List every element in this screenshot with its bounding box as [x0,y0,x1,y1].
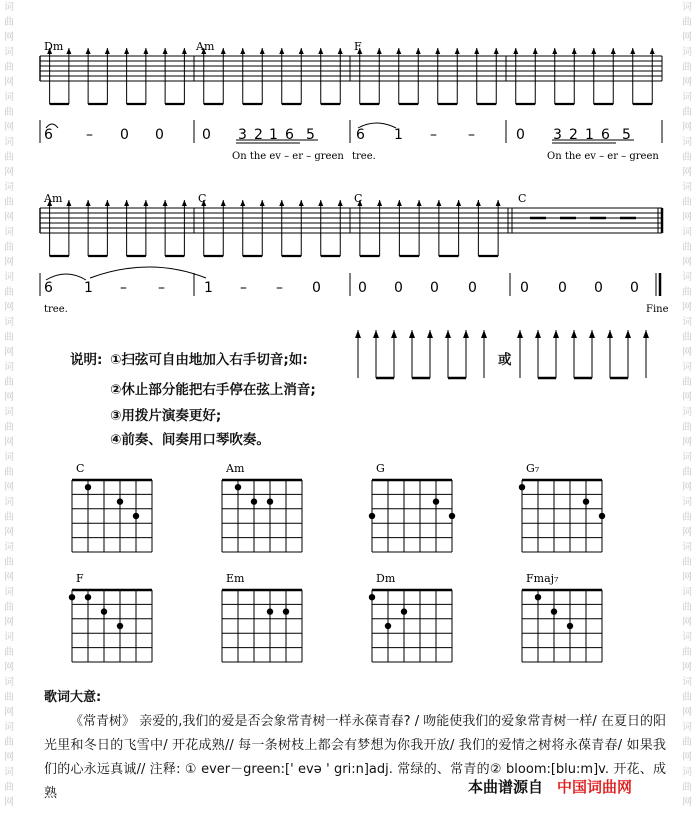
notes-label: 说明: [70,352,103,368]
strum-arrow [517,330,523,338]
watermark-char: 词 [4,317,14,328]
watermark-char: 曲 [682,287,692,298]
watermark-char: 网 [4,707,14,718]
finger-dot [567,623,573,629]
finger-dot [535,594,541,600]
jianpu-note: 1 [394,127,403,143]
jianpu-note: 3 [553,127,562,143]
chord-diagram [72,462,152,552]
watermark-char: 词 [4,92,14,103]
strum-arrow [105,48,110,54]
strum-arrow [299,200,304,206]
lyric-text: tree. [352,151,376,162]
chord-name: Dm [44,40,64,53]
chord-diagram [69,572,152,662]
strum-arrow [456,200,461,206]
finger-dot [85,594,91,600]
finger-dot [251,498,257,504]
strum-arrow [221,48,226,54]
row2-jianpu [44,280,639,296]
strum-arrow [650,48,655,54]
finger-dot [117,498,123,504]
strum-arrow [260,48,265,54]
watermark-char: 网 [682,122,692,133]
strum-arrow [318,48,323,54]
watermark-char: 词 [4,182,14,193]
strum-arrow [416,48,421,54]
strum-arrow [377,200,382,206]
strum-arrow [124,48,129,54]
watermark-char: 曲 [4,242,14,253]
watermark-char: 词 [4,587,14,598]
chord-diagrams [69,462,605,662]
watermark-char: 词 [682,767,692,778]
watermark-char: 曲 [682,332,692,343]
notes-or: 或 [498,352,512,368]
watermark-char: 曲 [4,737,14,748]
source-prefix: 本曲谱源自 [468,778,544,796]
watermark-char: 词 [4,677,14,688]
jianpu-note: 5 [306,127,315,143]
watermark-char: 曲 [682,242,692,253]
chord-diagram [369,462,455,552]
strum-arrow [299,48,304,54]
jianpu-note: 1 [84,280,93,296]
strum-arrow [435,48,440,54]
chord-diagram-name: Am [226,462,245,475]
watermark-char: 曲 [4,692,14,703]
watermark-char: 曲 [682,692,692,703]
chord-diagram [519,462,605,552]
strum-arrow [240,48,245,54]
strum-arrow [182,200,187,206]
watermark-char: 网 [4,482,14,493]
watermark-char: 词 [4,47,14,58]
strum-pattern-example-1 [355,330,487,378]
strum-arrow [611,48,616,54]
watermark-char: 词 [682,407,692,418]
jianpu-note: 0 [202,127,211,143]
watermark-char: 曲 [682,197,692,208]
watermark-char: 曲 [682,152,692,163]
watermark-char: 曲 [682,17,692,28]
jianpu-note: – [120,280,127,296]
jianpu-note: 0 [558,280,567,296]
strum-arrow [221,200,226,206]
strum-arrow [163,200,168,206]
finger-dot [85,484,91,490]
watermark-char: 曲 [4,197,14,208]
strum-arrow [476,200,481,206]
lyric-text: On the ev – er – green [232,151,344,162]
watermark-char: 曲 [682,422,692,433]
watermark-char: 网 [682,77,692,88]
finger-dot [551,608,557,614]
jianpu-note: 1 [204,280,213,296]
watermark-char: 曲 [4,107,14,118]
strum-pattern-example-2 [517,330,649,378]
watermark-char: 曲 [4,602,14,613]
strum-arrow [86,48,91,54]
watermark-char: 网 [4,392,14,403]
watermark-char: 曲 [4,557,14,568]
chord-diagram [222,462,302,552]
watermark-char: 曲 [4,287,14,298]
finger-dot [369,513,375,519]
watermark-char: 词 [682,722,692,733]
source-credit [468,776,632,797]
row2-staff [40,208,662,233]
strum-arrow [474,48,479,54]
strum-arrow [86,200,91,206]
watermark-char: 网 [4,527,14,538]
finger-dot [267,498,273,504]
strum-arrow [182,48,187,54]
chord-diagram-name: Dm [376,572,396,585]
chord-diagram [222,572,302,662]
watermark-char: 词 [4,407,14,418]
strum-arrow [240,200,245,206]
strum-arrow [427,330,433,338]
chord-name: Am [196,40,215,53]
jianpu-note: – [430,127,437,143]
strum-arrow [143,200,148,206]
jianpu-note: 0 [516,127,525,143]
jianpu-note: 1 [269,127,278,143]
watermark-char: 网 [682,437,692,448]
strum-arrow [397,200,402,206]
jianpu-note: 0 [394,280,403,296]
jianpu-note: 3 [238,127,247,143]
jianpu-note: 0 [358,280,367,296]
watermark-char: 词 [682,47,692,58]
jianpu-note: 2 [569,127,578,143]
watermark-char: 词 [4,722,14,733]
jianpu-note: 6 [44,280,53,296]
watermark-char: 网 [682,527,692,538]
strum-arrow [513,48,518,54]
strum-arrow [591,48,596,54]
strum-arrow [630,48,635,54]
strum-arrow [124,200,129,206]
watermark-char: 网 [682,617,692,628]
strum-arrow [481,330,487,338]
watermark-char: 曲 [682,782,692,793]
watermark-char: 网 [4,797,14,808]
finger-dot [283,608,289,614]
watermark-char: 网 [4,662,14,673]
strum-arrow [338,200,343,206]
strum-arrow [533,48,538,54]
finger-dot [449,513,455,519]
finger-dot [385,623,391,629]
note-2: ②休止部分能把右手停在弦上消音; [110,382,316,398]
jianpu-note: 0 [120,127,129,143]
watermark-char: 曲 [4,17,14,28]
row1-lyrics [232,151,659,162]
strum-arrow [455,48,460,54]
watermark-char: 网 [4,212,14,223]
strum-arrow [260,200,265,206]
watermark-char: 曲 [682,602,692,613]
watermark-char: 曲 [4,422,14,433]
watermark-char: 词 [682,92,692,103]
chord-diagram-name: G₇ [526,462,540,475]
chord-name: C [198,192,207,205]
watermark-char: 网 [682,392,692,403]
chord-diagram-name: C [76,462,85,475]
strum-arrow [436,200,441,206]
watermark-char: 网 [682,572,692,583]
chord-name: Am [44,192,63,205]
chord-diagram-name: Em [226,572,245,585]
watermark-char: 词 [682,677,692,688]
strum-arrow [409,330,415,338]
watermark-char: 词 [682,587,692,598]
jianpu-note: 0 [520,280,529,296]
chord-diagram-name: Fmaj₇ [526,572,559,585]
watermark-char: 词 [4,362,14,373]
row2-jianpu-bars [40,267,660,296]
strum-arrow [496,200,501,206]
finger-dot [117,623,123,629]
chord-diagram-name: G [376,462,385,475]
lyric-text: tree. [44,304,68,315]
watermark-char: 词 [682,2,692,13]
note-4: ④前奏、间奏用口琴吹奏。 [110,432,270,448]
jianpu-note: 0 [468,280,477,296]
row1-chord-names [44,40,362,53]
strum-arrow [572,48,577,54]
jianpu-note: 6 [356,127,365,143]
note-3: ③用拨片演奏更好; [110,408,222,424]
finger-dot [583,498,589,504]
watermark-char: 曲 [4,62,14,73]
watermark-char: 词 [682,317,692,328]
finger-dot [267,608,273,614]
watermark-char: 网 [682,257,692,268]
watermark-char: 网 [682,752,692,763]
finger-dot [599,513,605,519]
watermark-char: 词 [682,362,692,373]
chord-name: C [518,192,527,205]
watermark-char: 词 [682,182,692,193]
strum-arrow [377,48,382,54]
chord-diagram [369,572,452,662]
jianpu-note: 2 [254,127,263,143]
strum-arrow [445,330,451,338]
watermark-char: 词 [4,2,14,13]
strum-arrow [163,48,168,54]
jianpu-note: 0 [312,280,321,296]
watermark-char: 网 [682,662,692,673]
watermark-char: 词 [4,542,14,553]
watermark-char: 网 [682,482,692,493]
watermark-char: 网 [4,617,14,628]
watermark-char: 曲 [4,152,14,163]
strum-arrow [279,200,284,206]
jianpu-note: 0 [630,280,639,296]
watermark-char: 网 [4,347,14,358]
strum-arrow [338,48,343,54]
watermark-char: 网 [682,302,692,313]
jianpu-note: – [158,280,165,296]
jianpu-note: – [240,280,247,296]
strum-arrow [396,48,401,54]
watermark-char: 词 [4,767,14,778]
watermark-char: 网 [4,302,14,313]
watermark-char: 网 [682,347,692,358]
jianpu-note: 1 [585,127,594,143]
jianpu-note: – [468,127,475,143]
lyrics-meaning-body: 《常青树》 亲爱的,我们的爱是否会象常青树一样永葆青春? / 吻能使我们的爱象常青树一样/ 在夏日的阳光里和冬日的飞雪中/ 开花成熟// 每一条树枝上都会有梦想为你我开放/ 我们的爱情之树将永葆青春/ 如果我们的心永远真诚// 注释: ① ever－green:[' evə ' gri:n]adj. 常绿的、常青的② bloom:[blu:m]v. 开花、成熟 [44,714,666,801]
watermark-char: 词 [4,227,14,238]
strum-arrow [494,48,499,54]
jianpu-note: – [276,280,283,296]
watermark-char: 曲 [4,647,14,658]
note-1: ①扫弦可自由地加入右手切音;如: [110,352,308,368]
strum-arrow [105,200,110,206]
watermark-char: 曲 [4,332,14,343]
jianpu-note: – [86,127,93,143]
watermark-char: 网 [682,797,692,808]
watermark-char: 词 [4,497,14,508]
strum-arrow [143,48,148,54]
watermark-char: 曲 [4,467,14,478]
chord-diagram-name: F [76,572,84,585]
watermark-char: 词 [682,632,692,643]
strum-arrow [373,330,379,338]
jianpu-note: 0 [430,280,439,296]
watermark-char: 词 [682,452,692,463]
row1-staff [40,56,662,81]
chord-name: C [354,192,363,205]
strum-arrow [552,48,557,54]
watermark-char: 词 [682,272,692,283]
strum-arrow [66,48,71,54]
jianpu-note: 6 [285,127,294,143]
strum-arrow [643,330,649,338]
finger-dot [401,608,407,614]
row2-lyrics [44,304,669,315]
watermark-char: 网 [682,212,692,223]
lyrics-meaning-title: 歌词大意: [44,690,102,705]
watermark-char: 曲 [682,107,692,118]
watermark-char: 词 [682,497,692,508]
watermark-char: 网 [4,167,14,178]
finger-dot [519,484,525,490]
watermark-char: 词 [4,137,14,148]
finger-dot [133,513,139,519]
finger-dot [369,594,375,600]
watermark-char: 曲 [4,512,14,523]
watermark-char: 词 [682,137,692,148]
strum-arrow [417,200,422,206]
watermark-char: 曲 [682,62,692,73]
watermark-char: 曲 [682,557,692,568]
chord-diagram [522,572,602,662]
lyric-text: Fine [646,304,669,315]
watermark-char: 网 [4,752,14,763]
lyric-text: On the ev – er – green [547,151,659,162]
strum-arrow [589,330,595,338]
strum-arrow [318,200,323,206]
row1-jianpu [44,127,631,143]
watermark-char: 网 [4,572,14,583]
watermark-char: 网 [682,707,692,718]
watermark-char: 词 [4,632,14,643]
watermark-char: 网 [4,257,14,268]
watermark-char: 词 [4,272,14,283]
source-site[interactable]: 中国词曲网 [557,778,633,796]
watermark-char: 曲 [682,647,692,658]
watermark-char: 网 [4,437,14,448]
watermark-char: 曲 [682,377,692,388]
watermark-char: 词 [4,452,14,463]
watermark-char: 网 [4,32,14,43]
finger-dot [433,498,439,504]
strum-arrow [66,200,71,206]
watermark-char: 网 [4,122,14,133]
watermark-char: 曲 [4,782,14,793]
strum-arrow [463,330,469,338]
jianpu-note: 0 [155,127,164,143]
strum-arrow [571,330,577,338]
watermark-char: 词 [682,542,692,553]
watermark-char: 词 [682,227,692,238]
watermark-char: 网 [682,167,692,178]
watermark-char: 网 [4,77,14,88]
watermark-char: 曲 [682,512,692,523]
jianpu-note: 5 [622,127,631,143]
chord-name: F [354,40,362,53]
watermark-char: 曲 [4,377,14,388]
strum-arrow [625,330,631,338]
finger-dot [235,484,241,490]
row2-chord-names [43,192,526,205]
strum-arrow [607,330,613,338]
finger-dot [69,594,75,600]
jianpu-note: 6 [601,127,610,143]
watermark-char: 曲 [682,467,692,478]
strum-arrow [535,330,541,338]
watermark-char: 曲 [682,737,692,748]
strum-arrow [391,330,397,338]
jianpu-note: 6 [44,127,53,143]
strum-arrow [279,48,284,54]
jianpu-note: 0 [594,280,603,296]
strum-arrow [355,330,361,338]
watermark-char: 网 [682,32,692,43]
finger-dot [101,608,107,614]
strum-arrow [553,330,559,338]
